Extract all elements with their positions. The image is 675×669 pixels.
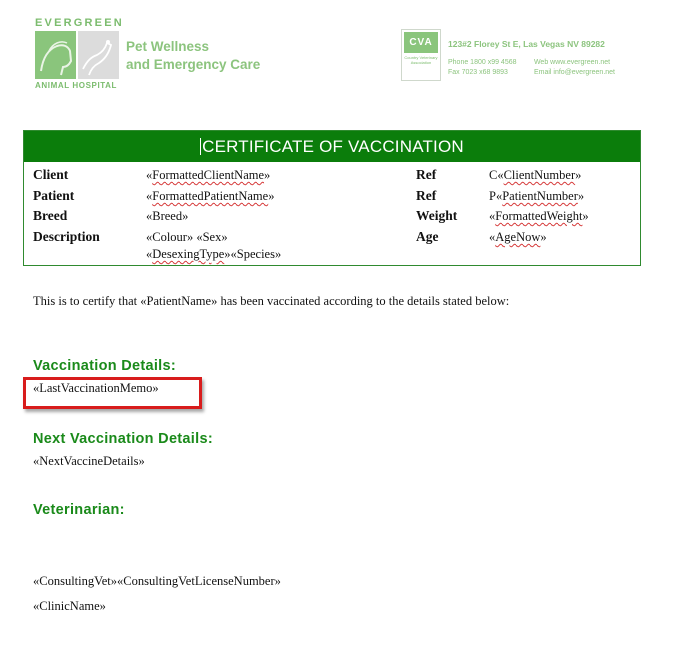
logo-wordmark: EVERGREEN — [35, 17, 124, 29]
client-label: Client — [33, 167, 69, 182]
description-value-line-2: «DesexingType»«Species» — [146, 247, 282, 261]
veterinarian-heading: Veterinarian: — [33, 502, 125, 518]
tagline-line-2: and Emergency Care — [126, 57, 261, 72]
description-value[interactable] — [146, 229, 281, 263]
phone-number: Phone 1800 x99 4568 — [448, 59, 517, 66]
description-value-line-1: «Colour» «Sex» — [146, 230, 228, 244]
clinic-name-field[interactable]: «ClinicName» — [33, 599, 106, 613]
consulting-vet-field[interactable]: «ConsultingVet»«ConsultingVetLicenseNumber» — [33, 574, 281, 588]
certificate-box — [23, 130, 641, 266]
animal-hospital-logo — [35, 31, 119, 79]
client-ref-label: Ref — [416, 167, 437, 182]
client-value-text: FormattedClientName — [152, 168, 265, 182]
cva-badge-text: CVA — [404, 32, 438, 53]
weight-label: Weight — [416, 208, 458, 223]
clinic-address: 123#2 Florey St E, Las Vegas NV 89282 — [448, 39, 605, 49]
cva-badge-caption: Country Veterinary Association — [404, 55, 438, 65]
age-label: Age — [416, 229, 439, 244]
breed-label: Breed — [33, 208, 68, 223]
patient-value-text: FormattedPatientName — [152, 189, 269, 203]
next-vaccination-heading: Next Vaccination Details: — [33, 431, 213, 447]
last-vaccination-memo-field[interactable]: «LastVaccinationMemo» — [33, 381, 159, 395]
patient-ref-label: Ref — [416, 188, 437, 203]
client-ref-value[interactable]: C«ClientNumber» — [489, 168, 582, 182]
cva-badge — [401, 29, 441, 81]
email: Email info@evergreen.net — [533, 69, 615, 76]
highlight-box — [23, 377, 202, 409]
vaccination-details-heading: Vaccination Details: — [33, 358, 176, 374]
weight-value[interactable]: «FormattedWeight» — [489, 209, 589, 223]
tagline-line-1: Pet Wellness — [126, 39, 210, 54]
hospital-tagline — [126, 38, 260, 74]
next-vaccine-details-field[interactable]: «NextVaccineDetails» — [33, 454, 145, 468]
logo-subtitle: ANIMAL HOSPITAL — [35, 81, 118, 90]
age-value[interactable]: «AgeNow» — [489, 230, 547, 244]
fax-number: Fax 7023 x68 9893 — [448, 69, 508, 76]
contact-block — [448, 58, 615, 78]
patient-value[interactable]: «FormattedPatientName» — [146, 189, 275, 203]
client-value[interactable]: «FormattedClientName» — [146, 168, 271, 182]
website: Web www.evergreen.net — [533, 59, 611, 66]
description-label: Description — [33, 229, 100, 244]
patient-label: Patient — [33, 188, 75, 203]
patient-ref-value[interactable]: P«PatientNumber» — [489, 189, 585, 203]
certification-statement[interactable]: This is to certify that «PatientName» has been vaccinated according to the details stated below: — [33, 294, 510, 308]
certificate-title: CERTIFICATE OF VACCINATION — [202, 137, 464, 156]
text-cursor — [200, 138, 201, 155]
breed-value[interactable]: «Breed» — [146, 209, 189, 223]
certificate-title-bar[interactable] — [24, 131, 640, 162]
